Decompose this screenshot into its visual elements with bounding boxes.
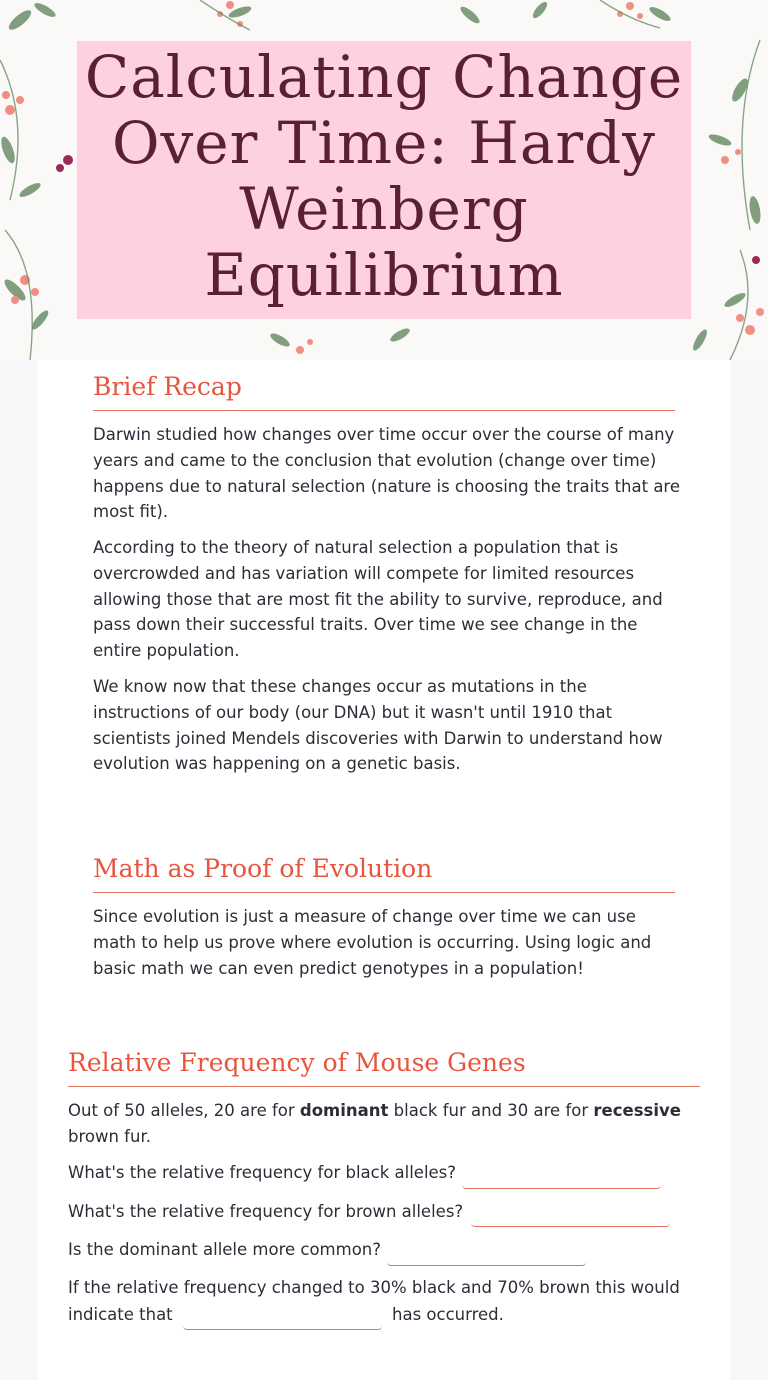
section-heading-mouse: Relative Frequency of Mouse Genes bbox=[68, 1048, 526, 1077]
answer-blank-evolution[interactable] bbox=[183, 1303, 382, 1330]
section-heading-math: Math as Proof of Evolution bbox=[93, 854, 433, 883]
final-question-line bbox=[68, 1302, 173, 1328]
question-label: What's the relative frequency for brown alleles? bbox=[68, 1202, 464, 1221]
math-paragraph: Since evolution is just a measure of change over time we can use math to help us prove where evolution is occurring. Using logic and basic math we can even predict genotypes in a population! bbox=[93, 907, 652, 978]
recap-paragraph-1: Darwin studied how changes over time occur over the course of many years and came to the conclusion that evolution (change over time) happens due to natural selection (nature is choosing the traits that are most fit). bbox=[93, 425, 680, 522]
intro-text: brown fur. bbox=[68, 1126, 151, 1146]
question-label: Is the dominant allele more common? bbox=[68, 1240, 382, 1259]
section-heading-recap: Brief Recap bbox=[93, 372, 242, 401]
question-row bbox=[68, 1237, 381, 1263]
recap-paragraph-2: According to the theory of natural selection a population that is overcrowded and has variation will compete for limited resources allowing those that are most fit the ability to survive, reproduce, and pass down their successful traits. Over time we see change in the entire population. bbox=[93, 538, 663, 661]
recessive-term: recessive bbox=[593, 1101, 681, 1120]
final-question-suffix bbox=[392, 1302, 504, 1328]
mouse-intro bbox=[68, 1098, 683, 1150]
answer-blank-dominant-common[interactable] bbox=[387, 1239, 586, 1266]
dominant-term: dominant bbox=[299, 1101, 389, 1120]
section-divider bbox=[68, 1086, 700, 1087]
section-divider bbox=[93, 410, 675, 411]
page-title: Calculating Change Over Time: Hardy Weinberg Equilibrium bbox=[84, 43, 684, 309]
intro-text: black fur and 30 are for bbox=[388, 1101, 594, 1120]
recap-paragraph-3: We know now that these changes occur as mutations in the instructions of our body (our DNA) but it wasn't until 1910 that scientists joined Mendels discoveries with Darwin to understand how evolution was happening on a genetic basis. bbox=[93, 677, 663, 774]
section-divider bbox=[93, 892, 675, 893]
question-label: indicate that bbox=[68, 1305, 173, 1324]
question-label: has occurred. bbox=[392, 1305, 504, 1324]
intro-text: Out of 50 alleles, 20 are for bbox=[68, 1101, 300, 1120]
question-row bbox=[68, 1199, 463, 1225]
question-label: If the relative frequency changed to 30% black and 70% brown this would bbox=[68, 1278, 680, 1297]
answer-blank-black-frequency[interactable] bbox=[462, 1162, 661, 1189]
answer-blank-brown-frequency[interactable] bbox=[471, 1200, 670, 1227]
question-label: What's the relative frequency for black alleles? bbox=[68, 1163, 457, 1182]
question-row bbox=[68, 1160, 456, 1186]
final-question-line bbox=[68, 1275, 680, 1301]
